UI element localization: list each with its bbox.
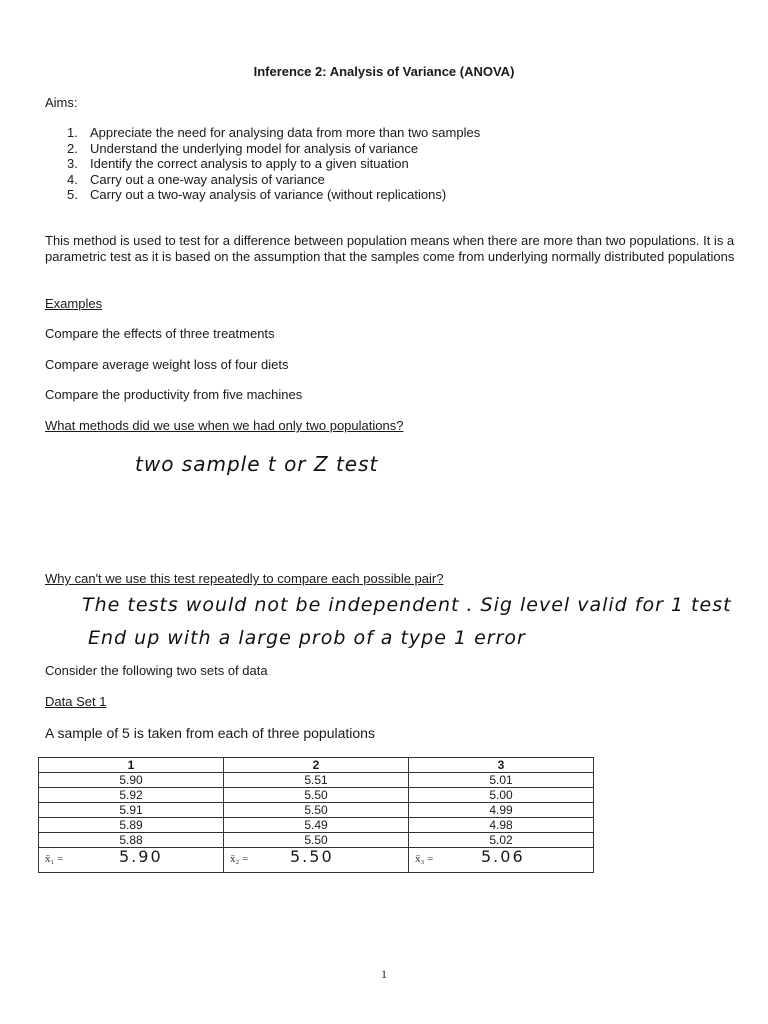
consider-text: Consider the following two sets of data: [45, 663, 268, 678]
example-item: Compare the effects of three treatments: [45, 326, 275, 341]
example-item: Compare the productivity from five machines: [45, 387, 303, 402]
aim-item: 1. Appreciate the need for analysing data from more than two samples: [67, 125, 481, 140]
dataset-description: A sample of 5 is taken from each of three populations: [45, 725, 375, 741]
table-row: [39, 803, 594, 818]
table-cell: 5.50: [224, 788, 409, 803]
aims-list: [67, 125, 480, 203]
table-cell: 5.50: [224, 833, 409, 848]
table-header-row: [39, 758, 594, 773]
table-cell: 4.98: [409, 818, 594, 833]
sample-mean-label: x̄₁ =: [45, 853, 64, 865]
sample-mean-cell: [409, 848, 594, 873]
table-cell: 5.50: [224, 803, 409, 818]
sample-mean-cell: [224, 848, 409, 873]
sample-mean-label: x̄₂ =: [230, 853, 249, 865]
sample-mean-value: 5.90: [119, 847, 163, 866]
data-table: [38, 757, 594, 873]
handwritten-answer-1: two sample t or Z test: [135, 452, 379, 476]
table-cell: 5.01: [409, 773, 594, 788]
example-item: Compare average weight loss of four diets: [45, 357, 289, 372]
table-cell: 5.51: [224, 773, 409, 788]
aim-item: 2. Understand the underlying model for analysis of variance: [67, 140, 419, 156]
table-cell: 5.91: [39, 803, 224, 818]
table-row: [39, 818, 594, 833]
column-header: 3: [409, 758, 594, 773]
aim-item: 5. Carry out a two-way analysis of variance (without replications): [67, 187, 447, 203]
dataset-heading: Data Set 1: [45, 694, 107, 709]
column-header: 2: [224, 758, 409, 773]
intro-paragraph: This method is used to test for a difference between population means when there are more than two populations. It is a parametric test as it is based on the assumption that the samples come from underlying normally distributed populations: [45, 233, 735, 264]
table-cell: 5.89: [39, 818, 224, 833]
table-cell: 5.88: [39, 833, 224, 848]
aim-item: 3. Identify the correct analysis to apply to a given situation: [67, 156, 409, 172]
question-repeated-tests: Why can't we use this test repeatedly to compare each possible pair?: [45, 571, 444, 586]
table-cell: 5.49: [224, 818, 409, 833]
table-row: [39, 773, 594, 788]
table-cell: 4.99: [409, 803, 594, 818]
handwritten-answer-2-line-2: End up with a large prob of a type 1 error: [88, 627, 526, 649]
page-number: 1: [381, 967, 387, 981]
sample-mean-label: x̄₃ =: [415, 853, 434, 865]
aims-heading: Aims:: [45, 95, 78, 110]
sample-mean-value: 5.50: [290, 847, 334, 866]
column-header: 1: [39, 758, 224, 773]
sample-mean-value: 5.06: [481, 847, 525, 866]
page-title: Inference 2: Analysis of Variance (ANOVA): [253, 64, 515, 79]
question-two-populations: What methods did we use when we had only two populations?: [45, 418, 404, 433]
examples-heading: Examples: [45, 296, 103, 311]
aim-item: 4. Carry out a one-way analysis of variance: [67, 171, 325, 187]
table-cell: 5.02: [409, 833, 594, 848]
table-row: [39, 833, 594, 848]
table-cell: 5.00: [409, 788, 594, 803]
handwritten-answer-2-line-1: The tests would not be independent . Sig level valid for 1 test: [82, 594, 732, 616]
table-row: [39, 788, 594, 803]
sample-mean-row: [39, 848, 594, 873]
table-cell: 5.92: [39, 788, 224, 803]
sample-mean-cell: [39, 848, 224, 873]
table-cell: 5.90: [39, 773, 224, 788]
